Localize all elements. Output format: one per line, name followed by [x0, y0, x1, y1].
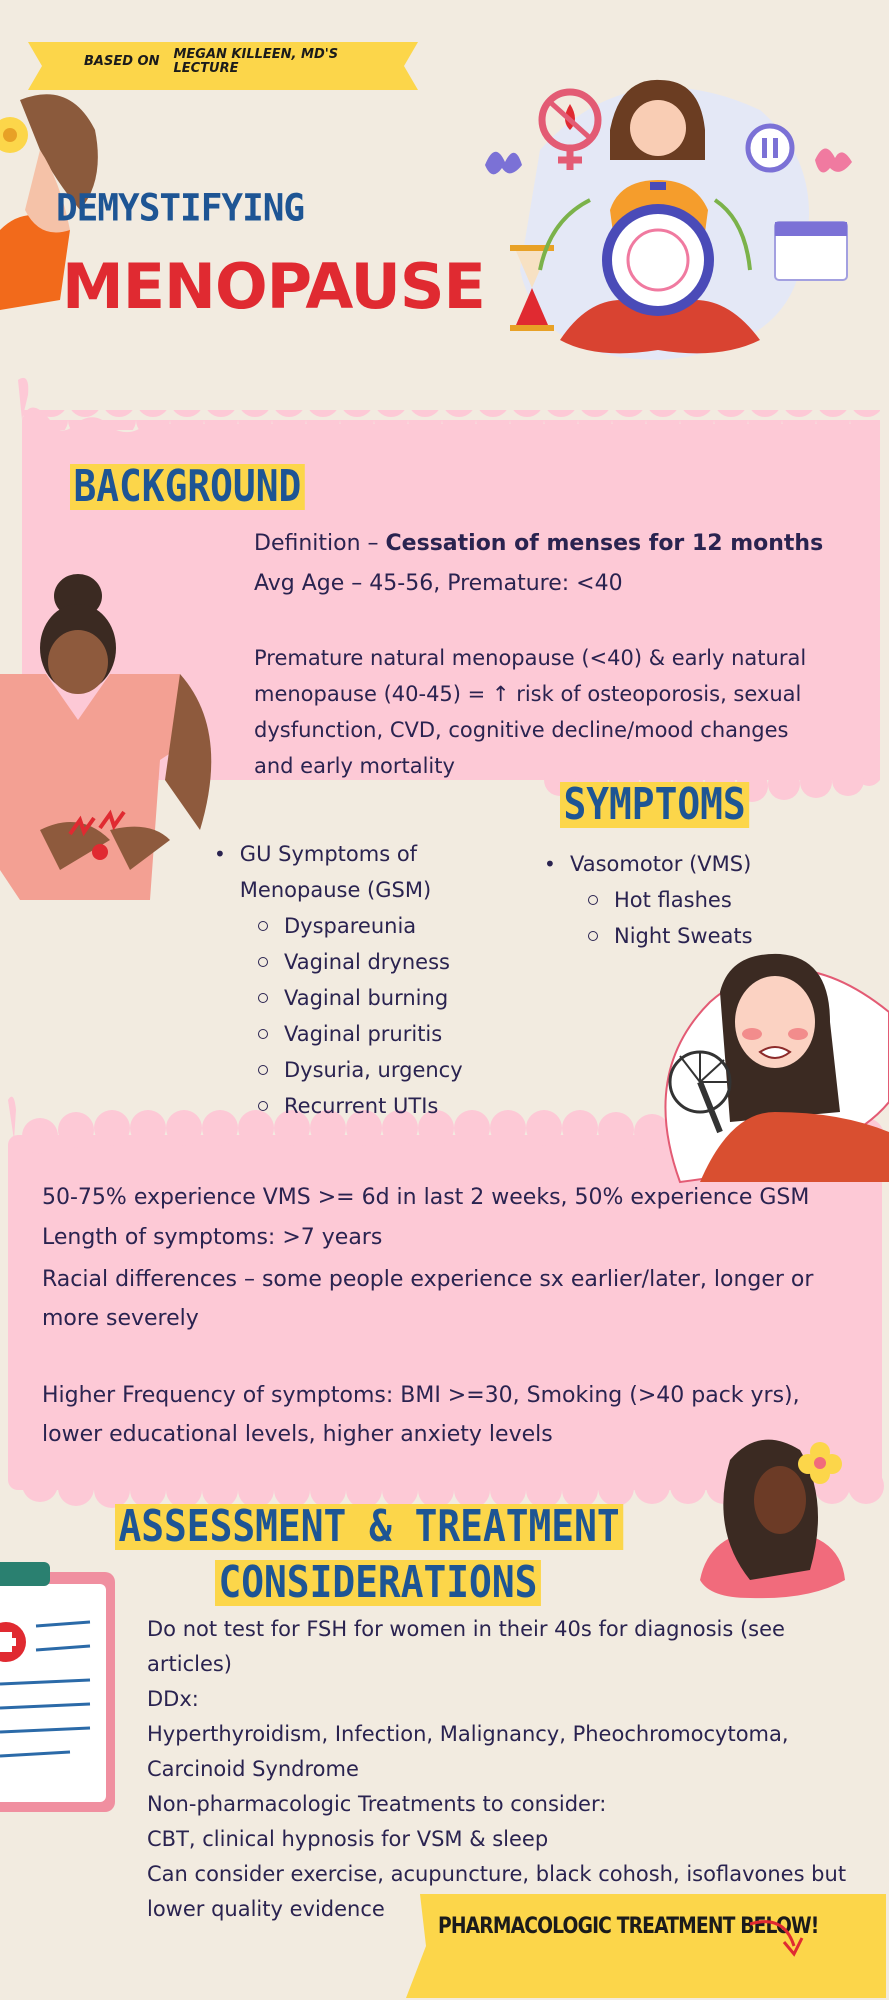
background-avg-age: Avg Age – 45-56, Premature: <40: [254, 571, 623, 596]
vms-symptoms-list: [544, 846, 844, 954]
list-item: [258, 980, 484, 1016]
gu-item-text: Vaginal dryness: [284, 950, 450, 974]
gu-symptoms-title: [214, 836, 484, 908]
gu-title-text: • GU Symptoms of Menopause (GSM): [239, 842, 432, 902]
ddx-list: Hyperthyroidism, Infection, Malignancy, Pheochromocytoma, Carcinoid Syndrome: [147, 1722, 789, 1781]
gu-item-text: Vaginal burning: [284, 986, 449, 1010]
calendar-icon: [775, 222, 847, 280]
red-arrow-down-icon: [748, 1916, 804, 1960]
vms-item-text: Hot flashes: [614, 888, 732, 912]
meditating-woman-clock-illustration: [480, 70, 860, 380]
assessment-heading-line2: CONSIDERATIONS: [215, 1560, 541, 1606]
vms-title-text: • Vasomotor (VMS): [570, 852, 752, 876]
nonpharm-item2: Can consider exercise, acupuncture, black cohosh, isoflavones but lower quality evidence: [147, 1862, 847, 1921]
lecturer-label: MEGAN KILLEEN, MD'S LECTURE: [173, 47, 339, 76]
based-on-label: BASED ON: [84, 54, 160, 69]
vms-title: [544, 846, 844, 882]
symptoms-heading: SYMPTOMS: [560, 782, 749, 828]
list-item: [258, 1052, 484, 1088]
background-heading: BACKGROUND: [70, 464, 305, 510]
gu-item-text: Recurrent UTIs: [284, 1094, 439, 1118]
pause-icon: [748, 126, 792, 170]
assessment-heading-line1: ASSESSMENT & TREATMENT: [115, 1504, 623, 1550]
list-item: [258, 908, 484, 944]
stats-line1: 50-75% experience VMS >= 6d in last 2 weeks, 50% experience GSM: [42, 1185, 810, 1210]
background-premature-text: Premature natural menopause (<40) & early natural menopause (40-45) = ↑ risk of osteoporosis, sexual dysfunction, CVD, cognitive decline/mood changes and early mortality: [254, 646, 807, 778]
stats-line3: Racial differences – some people experience sx earlier/later, longer or more severely: [42, 1267, 814, 1331]
gu-symptoms-list: [214, 836, 484, 1124]
woman-with-flower-illustration: [690, 1430, 850, 1600]
stats-line2: Length of symptoms: >7 years: [42, 1225, 383, 1250]
list-item: [588, 882, 844, 918]
stats-line4: Higher Frequency of symptoms: BMI >=30, Smoking (>40 pack yrs), lower educational levels, higher anxiety levels: [42, 1383, 800, 1447]
pharmacologic-banner-text: PHARMACOLOGIC TREATMENT BELOW!: [438, 1914, 819, 1939]
list-item: [588, 918, 844, 954]
gu-item-text: Vaginal pruritis: [284, 1022, 443, 1046]
assessment-body: [147, 1612, 857, 1927]
woman-hot-flash-fan-illustration: [640, 952, 889, 1184]
list-item: [258, 1088, 484, 1124]
title-line1: DEMYSTIFYING: [56, 186, 305, 231]
title-line2: MENOPAUSE: [62, 250, 485, 323]
list-item: [258, 944, 484, 980]
list-item: [258, 1016, 484, 1052]
definition-prefix: Definition –: [254, 531, 386, 556]
ddx-label: DDx:: [147, 1687, 199, 1711]
vms-item-text: Night Sweats: [614, 924, 753, 948]
background-definition: [254, 526, 854, 562]
definition-bold: Cessation of menses for 12 months: [385, 531, 824, 556]
gu-item-text: Dysuria, urgency: [284, 1058, 463, 1082]
nonpharm-item1: CBT, clinical hypnosis for VSM & sleep: [147, 1827, 549, 1851]
pharmacologic-banner: [406, 1894, 886, 1998]
nonpharm-label: Non-pharmacologic Treatments to consider:: [147, 1792, 607, 1816]
clipboard-illustration: [0, 1562, 125, 1822]
gu-item-text: Dyspareunia: [284, 914, 417, 938]
woman-abdominal-pain-illustration: [0, 570, 240, 910]
fsh-note: Do not test for FSH for women in their 40s for diagnosis (see articles): [147, 1617, 785, 1676]
lecture-banner-text: [84, 48, 353, 76]
